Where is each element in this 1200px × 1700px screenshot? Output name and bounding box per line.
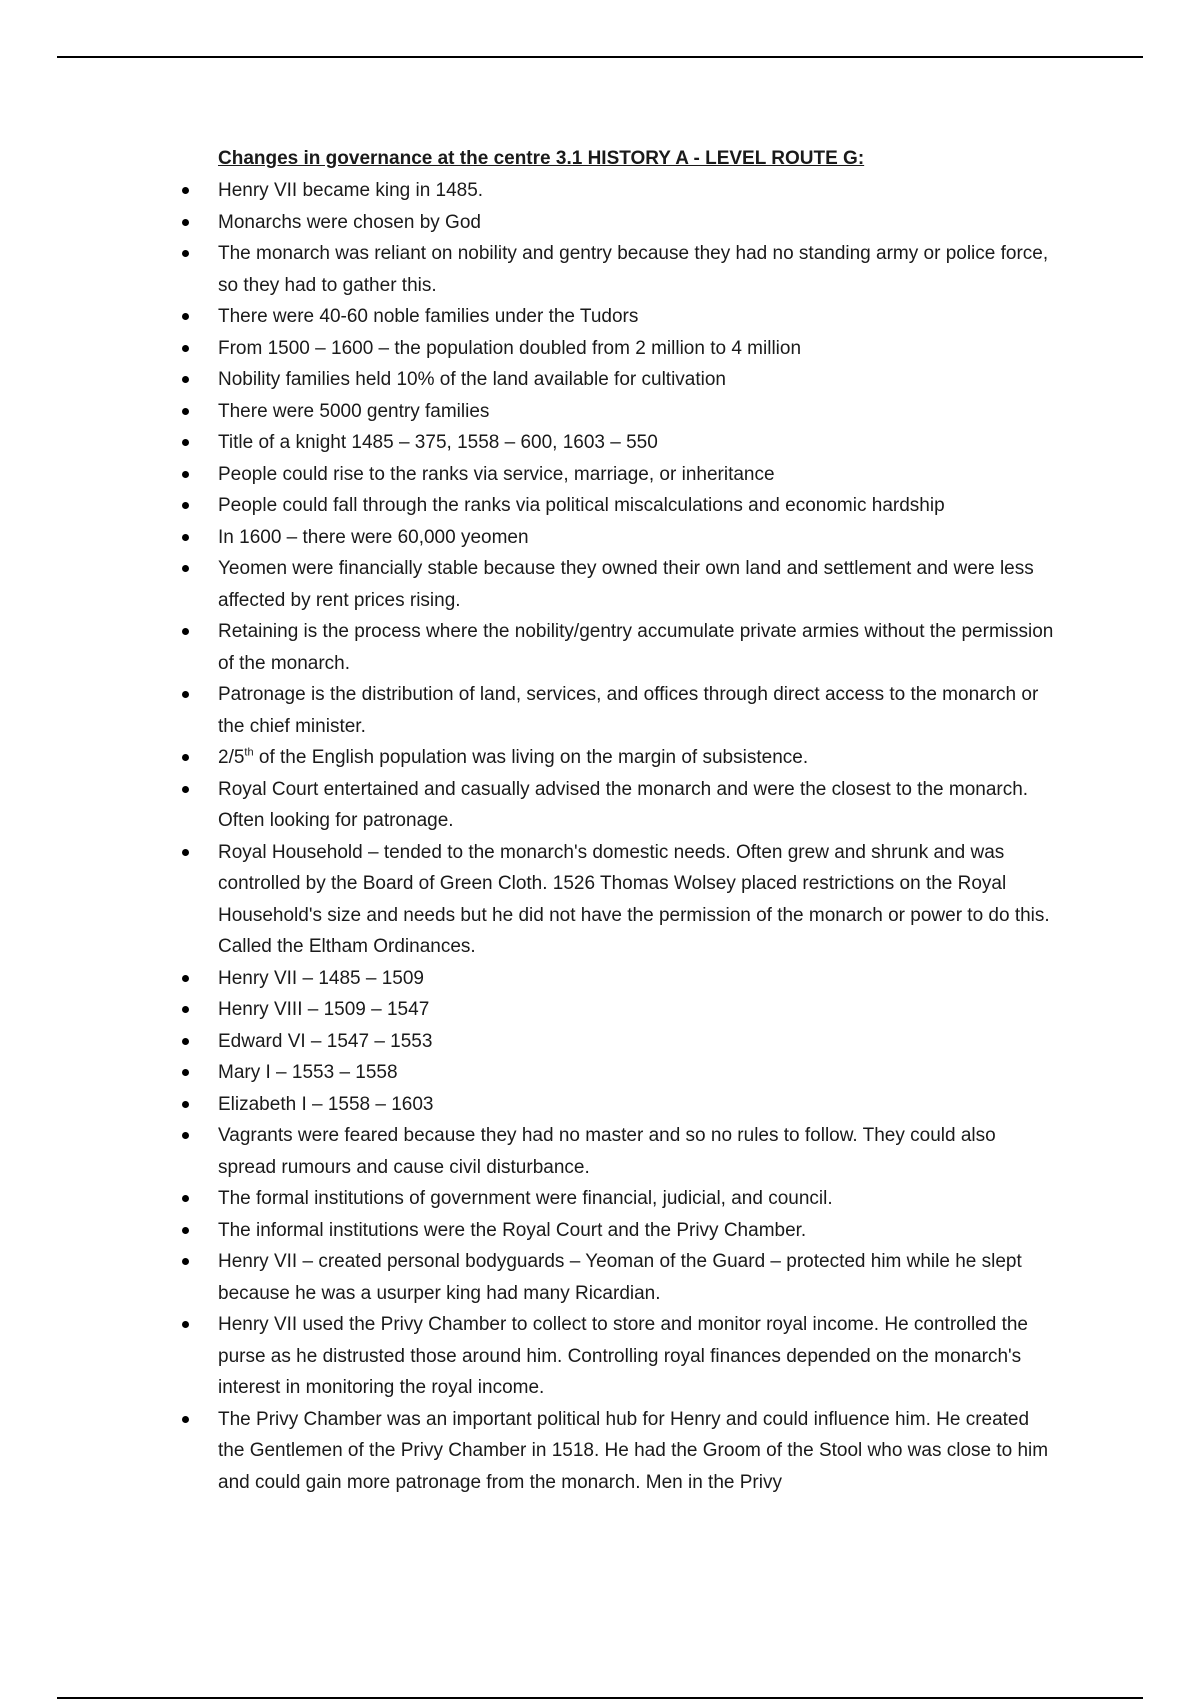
- list-item: Monarchs were chosen by God: [0, 207, 1058, 239]
- list-item: People could rise to the ranks via service, marriage, or inheritance: [0, 459, 1058, 491]
- bullet-icon: [182, 1258, 189, 1265]
- list-item: In 1600 – there were 60,000 yeomen: [0, 522, 1058, 554]
- bullet-icon: [182, 1038, 189, 1045]
- bullet-icon: [182, 849, 189, 856]
- list-item: The formal institutions of government were financial, judicial, and council.: [0, 1183, 1058, 1215]
- list-item: Yeomen were financially stable because they owned their own land and settlement and were less affected by rent prices rising.: [0, 553, 1058, 616]
- list-item: Nobility families held 10% of the land available for cultivation: [0, 364, 1058, 396]
- bullet-icon: [182, 975, 189, 982]
- bullet-icon: [182, 313, 189, 320]
- list-item: The monarch was reliant on nobility and gentry because they had no standing army or police force, so they had to gather this.: [0, 238, 1058, 301]
- bullet-icon: [182, 1069, 189, 1076]
- bullet-icon: [182, 219, 189, 226]
- bullet-icon: [182, 439, 189, 446]
- list-item: Royal Household – tended to the monarch's domestic needs. Often grew and shrunk and was controlled by the Board of Green Cloth. 1526 Thomas Wolsey placed restrictions on the Royal Household's size and needs but he did not have the permission of the monarch or power to do this. Called the Eltham Ordinances.: [0, 837, 1058, 963]
- list-item: The informal institutions were the Royal Court and the Privy Chamber.: [0, 1215, 1058, 1247]
- bullet-icon: [182, 408, 189, 415]
- bullet-icon: [182, 628, 189, 635]
- notes-list: [0, 175, 1200, 1498]
- list-item: Henry VII used the Privy Chamber to collect to store and monitor royal income. He controlled the purse as he distrusted those around him. Controlling royal finances depended on the monarch's interest in monitoring the royal income.: [0, 1309, 1058, 1404]
- bullet-icon: [182, 754, 189, 761]
- list-item: From 1500 – 1600 – the population doubled from 2 million to 4 million: [0, 333, 1058, 365]
- bullet-icon: [182, 691, 189, 698]
- list-item: Title of a knight 1485 – 375, 1558 – 600, 1603 – 550: [0, 427, 1058, 459]
- bullet-icon: [182, 376, 189, 383]
- bullet-icon: [182, 250, 189, 257]
- bullet-icon: [182, 1101, 189, 1108]
- list-item-subsistence: 2/5th of the English population was living on the margin of subsistence.: [0, 742, 1058, 774]
- bullet-icon: [182, 1195, 189, 1202]
- list-item: Henry VII – created personal bodyguards – Yeoman of the Guard – protected him while he slept because he was a usurper king had many Ricardian.: [0, 1246, 1058, 1309]
- list-item: Royal Court entertained and casually advised the monarch and were the closest to the monarch. Often looking for patronage.: [0, 774, 1058, 837]
- list-item: Vagrants were feared because they had no master and so no rules to follow. They could also spread rumours and cause civil disturbance.: [0, 1120, 1058, 1183]
- footer-rule: [57, 1697, 1143, 1699]
- list-item: Mary I – 1553 – 1558: [0, 1057, 1058, 1089]
- bullet-icon: [182, 1416, 189, 1423]
- list-item: Henry VIII – 1509 – 1547: [0, 994, 1058, 1026]
- list-item: There were 40-60 noble families under the Tudors: [0, 301, 1058, 333]
- bullet-icon: [182, 1227, 189, 1234]
- bullet-icon: [182, 1321, 189, 1328]
- list-item: People could fall through the ranks via political miscalculations and economic hardship: [0, 490, 1058, 522]
- list-item: There were 5000 gentry families: [0, 396, 1058, 428]
- list-item: Elizabeth I – 1558 – 1603: [0, 1089, 1058, 1121]
- list-item: Retaining is the process where the nobility/gentry accumulate private armies without the permission of the monarch.: [0, 616, 1058, 679]
- document-title: Changes in governance at the centre 3.1 HISTORY A - LEVEL ROUTE G:: [218, 148, 865, 169]
- list-item: The Privy Chamber was an important political hub for Henry and could influence him. He created the Gentlemen of the Privy Chamber in 1518. He had the Groom of the Stool who was close to him and could gain more patronage from the monarch. Men in the Privy: [0, 1404, 1058, 1499]
- bullet-icon: [182, 502, 189, 509]
- list-item: Henry VII – 1485 – 1509: [0, 963, 1058, 995]
- list-item: Patronage is the distribution of land, services, and offices through direct access to the monarch or the chief minister.: [0, 679, 1058, 742]
- list-item: Edward VI – 1547 – 1553: [0, 1026, 1058, 1058]
- bullet-icon: [182, 1006, 189, 1013]
- bullet-icon: [182, 786, 189, 793]
- bullet-icon: [182, 471, 189, 478]
- bullet-icon: [182, 345, 189, 352]
- bullet-icon: [182, 187, 189, 194]
- header-rule: [57, 56, 1143, 58]
- list-item: Henry VII became king in 1485.: [0, 175, 1058, 207]
- bullet-icon: [182, 534, 189, 541]
- bullet-icon: [182, 1132, 189, 1139]
- bullet-icon: [182, 565, 189, 572]
